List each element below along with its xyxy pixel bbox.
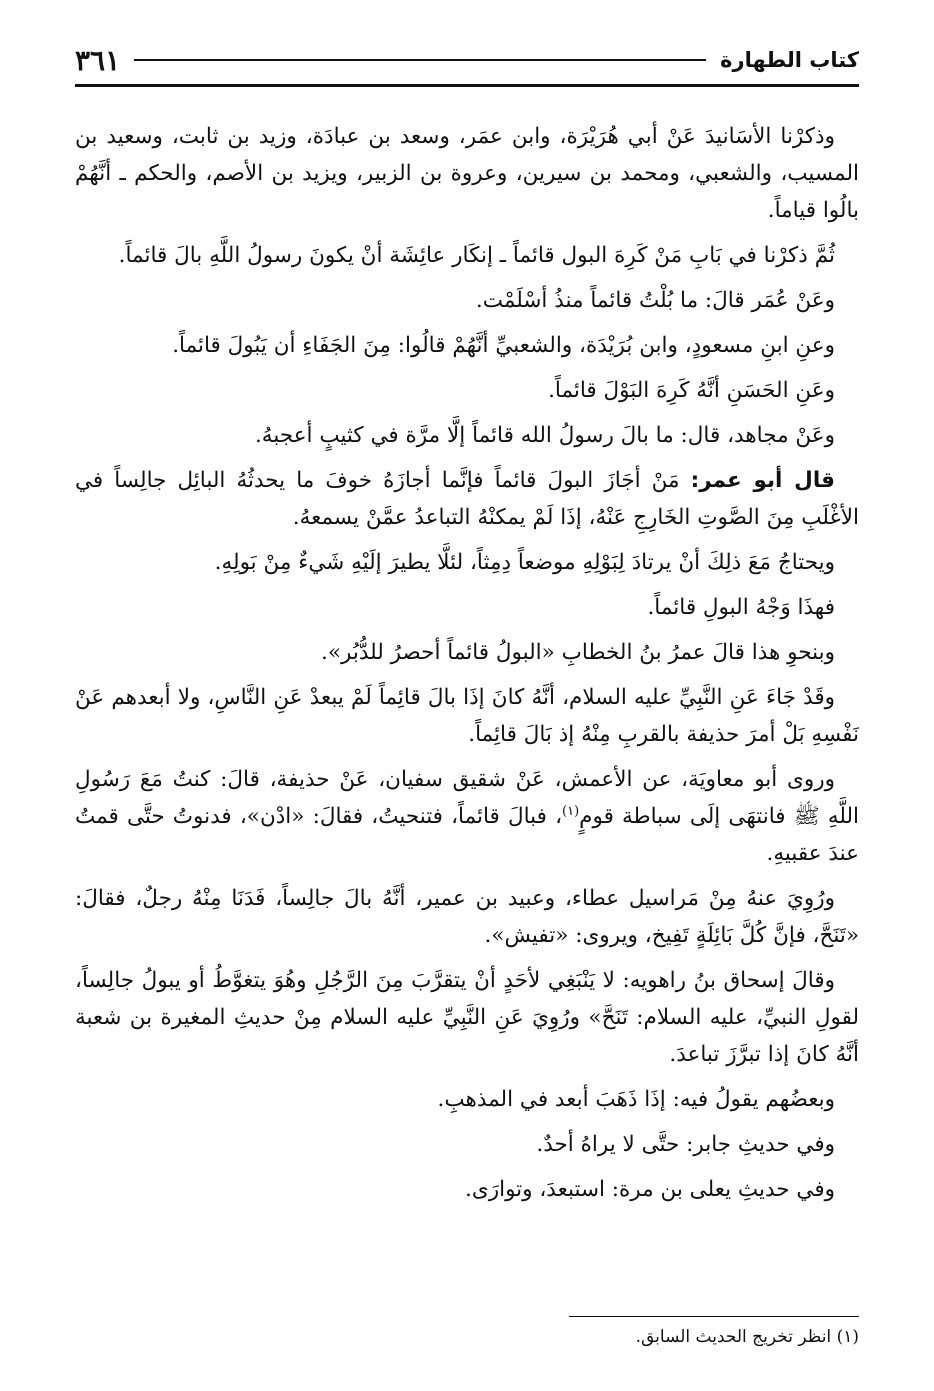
paragraph-text: فهذَا وَجْهُ البولِ قائماً. bbox=[647, 595, 835, 620]
paragraph-text: وبنحوِ هذا قالَ عمرُ بنُ الخطابِ «البولُ قائماً أحصرُ للدُّبُر». bbox=[321, 640, 835, 665]
footnote-text: انظر تخريج الحديث السابق. bbox=[635, 1327, 832, 1347]
paragraph-text: ويحتاجُ مَعَ ذلِكَ أنْ يرتادَ لِبَوْلِهِ موضعاً دِمِثاً، لئلَّا يطيرَ إلَيْهِ شَيءٌ مِنْ بَولِهِ. bbox=[214, 550, 835, 575]
paragraph bbox=[75, 462, 859, 536]
paragraph-text: وقَدْ جَاءَ عَنِ النَّبِيِّ عليه السلام، أنَّهُ كانَ إذَا بالَ قائِماً لَمْ يبعدْ عَنِ النَّاسِ، ولا أبعدهم عَنْ نَفْسِهِ بَلْ أمرَ حذيفة بالقربِ مِنْهُ إذ بَالَ قائِماً. bbox=[75, 685, 859, 747]
paragraph bbox=[75, 1126, 859, 1163]
paragraph-text: وفي حديثِ يعلى بن مرة: استبعدَ، وتوارَى. bbox=[465, 1177, 835, 1202]
paragraph-text: وعنِ ابنِ مسعودٍ، وابن بُرَيْدَة، والشعبيِّ أنَّهُمْ قالُوا: مِنَ الجَفَاءِ أن يَبُولَ قائماً. bbox=[172, 333, 835, 358]
paragraph bbox=[75, 237, 859, 274]
paragraph bbox=[75, 1171, 859, 1208]
paragraph bbox=[75, 634, 859, 671]
paragraph bbox=[75, 544, 859, 581]
page-number: ٣٦١ bbox=[75, 43, 121, 77]
paragraph bbox=[75, 880, 859, 954]
paragraph bbox=[75, 282, 859, 319]
footnote bbox=[75, 1324, 859, 1350]
paragraph bbox=[75, 417, 859, 454]
paragraph bbox=[75, 589, 859, 626]
footnote-marker: (١) bbox=[836, 1327, 859, 1347]
footnote-reference[interactable]: (١) bbox=[562, 803, 580, 819]
footnote-divider bbox=[569, 1316, 859, 1317]
paragraph bbox=[75, 761, 859, 872]
paragraph-text: وبعضُهم يقولُ فيه: إذَا ذَهَبَ أبعد في المذهبِ. bbox=[437, 1087, 835, 1112]
paragraph bbox=[75, 1081, 859, 1118]
main-text bbox=[75, 118, 859, 1216]
book-title: كتاب الطهارة bbox=[720, 48, 859, 72]
header-divider bbox=[75, 84, 859, 87]
paragraph bbox=[75, 327, 859, 364]
paragraph-text: ورُوِيَ عنهُ مِنْ مَراسيل عطاء، وعبيد بن عمير، أنَّهُ بالَ جالِساً، فَدَنَا مِنْهُ رجلٌ، فقالَ: «تَنَحَّ، فإنَّ كُلَّ بَائِلَةٍ تَفِيخ، ويروى: «تفيش». bbox=[75, 886, 859, 948]
paragraph-text: وفي حديثِ جابر: حتَّى لا يراهُ أحدٌ. bbox=[536, 1132, 835, 1157]
paragraph bbox=[75, 118, 859, 229]
running-header bbox=[75, 40, 859, 80]
paragraph-text: وعَنِ الحَسَنِ أنَّهُ كَرِهَ البَوْلَ قائماً. bbox=[548, 378, 835, 403]
paragraph-text: وذكرْنا الأسَانيدَ عَنْ أبي هُرَيْرَة، وابن عمَر، وسعد بن عبادَة، وزيد بن ثابت، وسعيد بن المسيب، والشعبي، ومحمد بن سيرين، وعروة بن الزبير، ويزيد بن الأصم، والحكم ـ أنَّهُمْ بالُوا قياماً. bbox=[75, 124, 859, 223]
paragraph-text: وروى أبو معاويَة، عن الأعمش، عَنْ شقيق سفيان، عَنْ حذيفة، قالَ: كنتُ مَعَ رَسُولِ اللَّهِ ﷺ فانتهَى إلَى سباطة قومٍ bbox=[75, 767, 859, 829]
paragraph bbox=[75, 962, 859, 1073]
paragraph bbox=[75, 372, 859, 409]
paragraph-text-continued: ، فبالَ قائماً، فتنحيتُ، فقالَ: «ادْن»، فدنوتُ حتَّى قمتُ عندَ عقبيهِ. bbox=[75, 804, 859, 866]
paragraph-lead: قال أبو عمر: bbox=[690, 468, 835, 493]
paragraph bbox=[75, 679, 859, 753]
paragraph-text: وقالَ إسحاق بنُ راهويه: لا يَنْبَغِي لأحَدٍ أنْ يتقرَّبَ مِنَ الرَّجُلِ وهُوَ يتغوَّطُ أو يبولُ جالِساً، لقولِ النبيِّ، عليه السلام: تَنَحَّ» ورُوِيَ عَنِ النَّبِيِّ عليه السلام مِنْ حديثِ المغيرة بن شعبة أنَّهُ كانَ إذا تبرَّزَ تباعدَ. bbox=[75, 968, 859, 1067]
paragraph-text: مَنْ أجَازَ البولَ قائماً فإنَّما أجازَهُ خوفَ ما يحدثُهُ البائِل جالِساً في الأغْلَبِ مِنَ الصَّوتِ الخَارِجِ عَنْهُ، إذَا لَمْ يمكنْهُ التباعدُ عمَّنْ يسمعهُ. bbox=[75, 468, 859, 530]
paragraph-text: وعَنْ عُمَر قالَ: ما بُلْتُ قائماً منذُ أسْلَمْت. bbox=[475, 288, 835, 313]
paragraph-text: وعَنْ مجاهد، قال: ما بالَ رسولُ الله قائماً إلَّا مرَّة في كثيبٍ أعجبهُ. bbox=[254, 423, 835, 448]
paragraph-text: ثُمَّ ذكرْنا في بَابِ مَنْ كَرِهَ البول قائماً ـ إنكَار عائِشَة أنْ يكونَ رسولُ اللَّهِ بالَ قائماً. bbox=[118, 243, 835, 268]
header-line bbox=[134, 59, 706, 61]
